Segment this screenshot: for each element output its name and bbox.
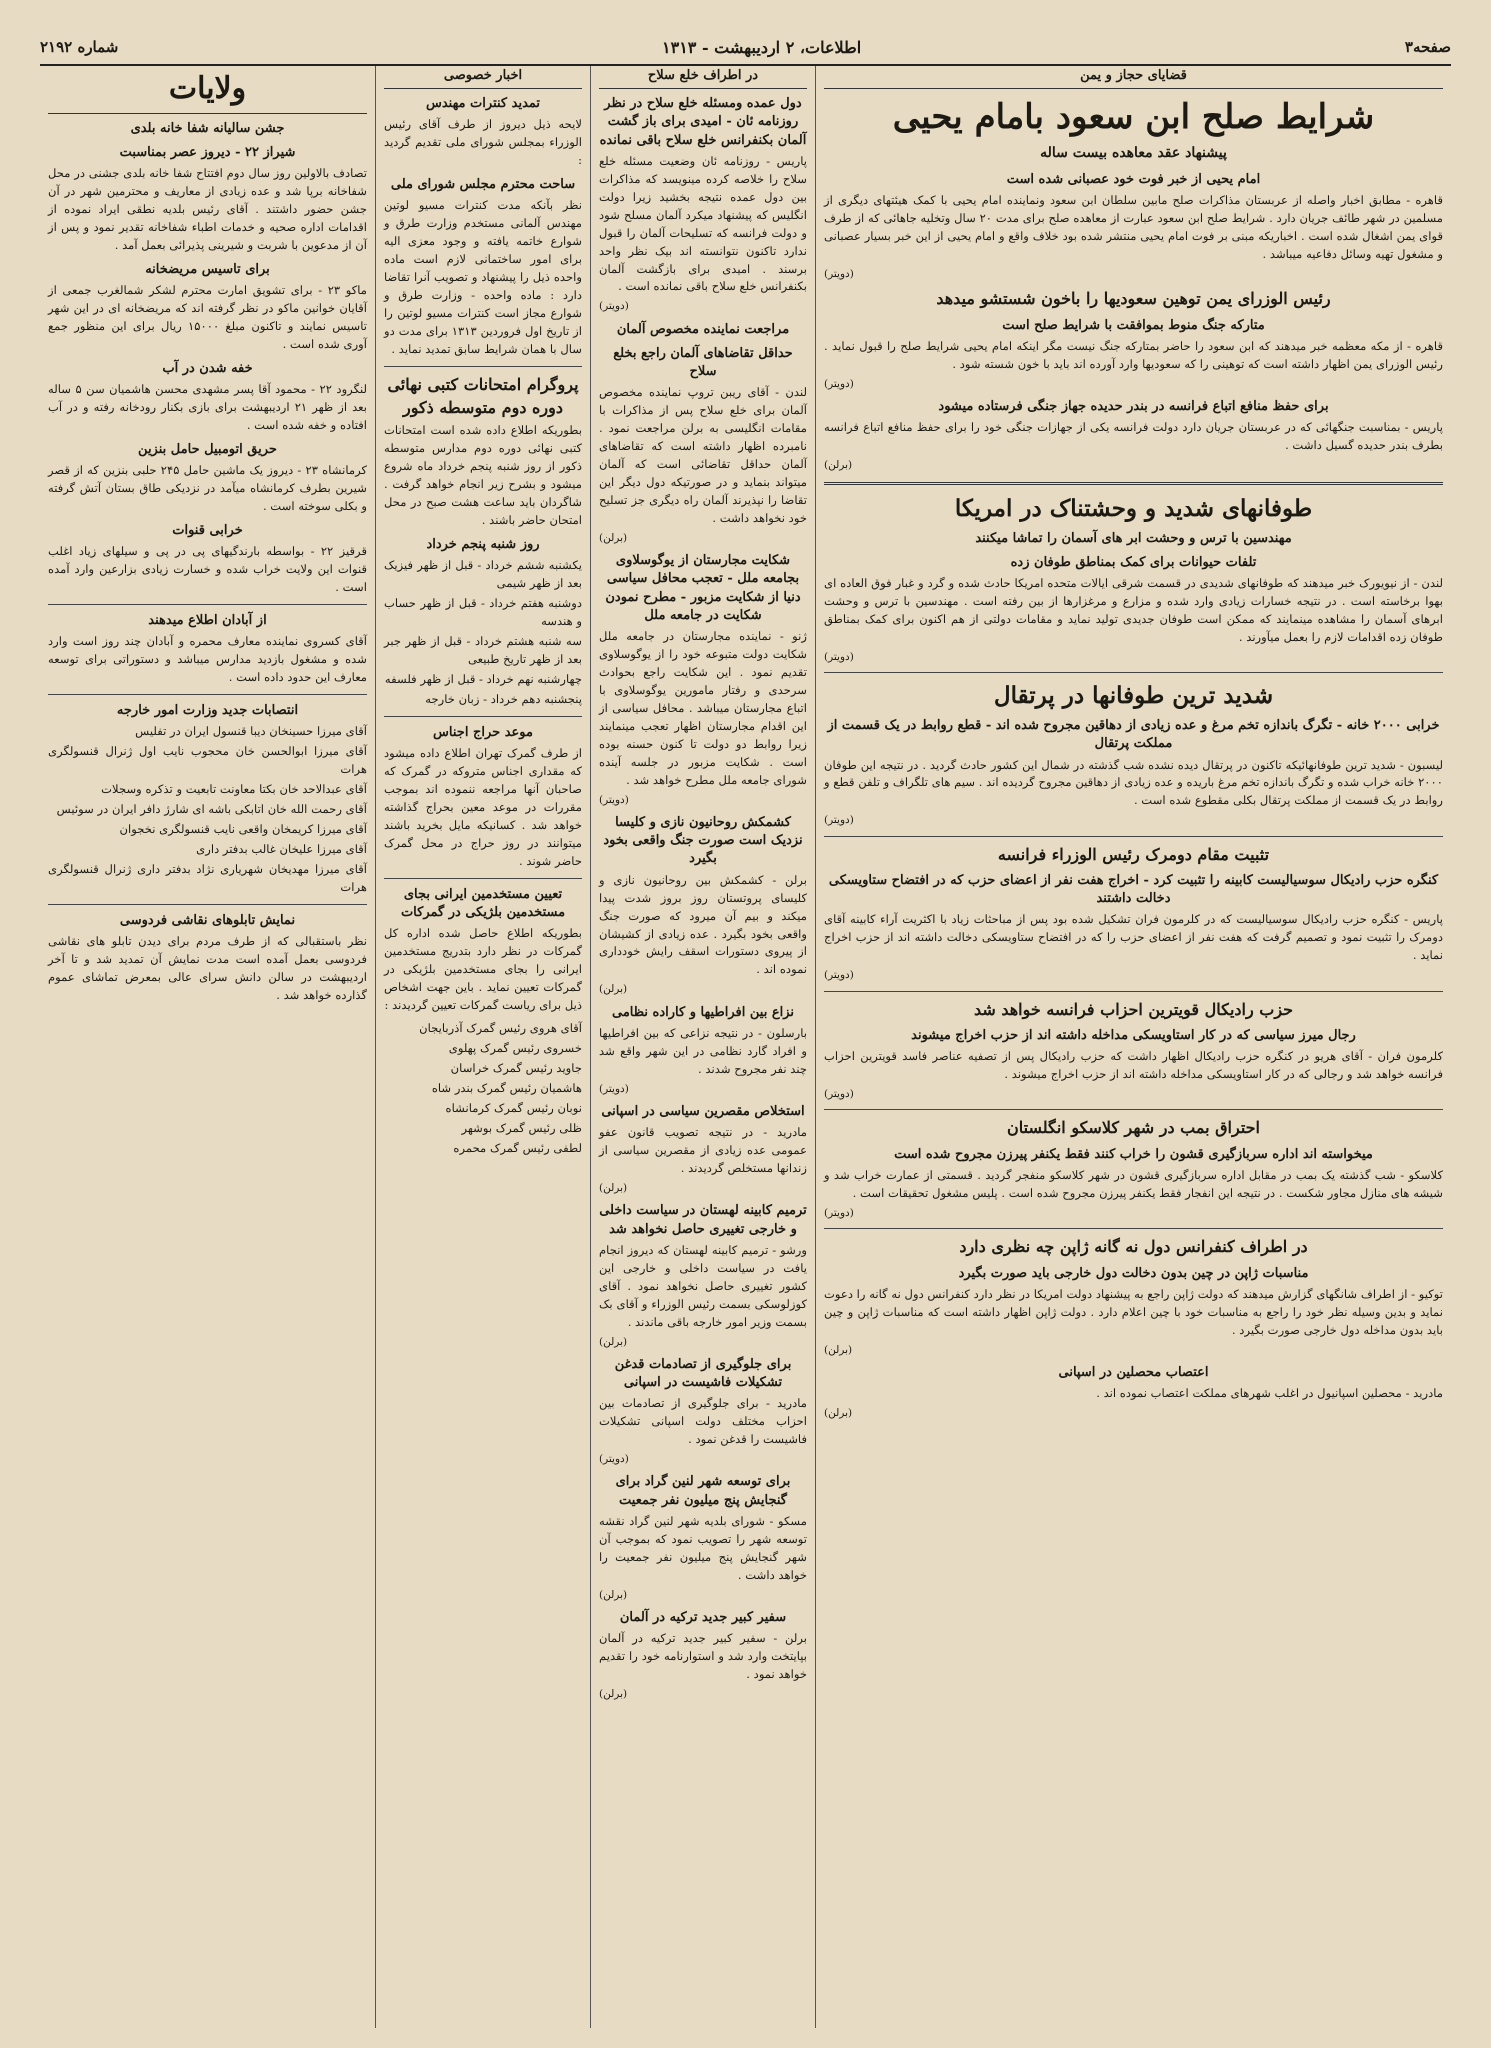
article-heading: استخلاص مقصرین سیاسی در اسپانی [601, 1104, 805, 1120]
article-source: (دویتر) [824, 377, 854, 390]
headline-japan-conference: در اطراف کنفرانس دول نه گانه ژاپن چه نظری دارد [959, 1237, 1308, 1257]
masthead-date: اطلاعات، ۲ اردیبهشت - ۱۳۱۳ [662, 37, 862, 57]
article-body: مادرید - محصلین اسپانیول در اغلب شهرهای مملکت اعتصاب نموده اند . [1096, 1386, 1443, 1401]
article-body: برلن - سفیر کبیر جدید ترکیه در آلمان بپایتخت وارد شد و استوارنامه خود را تقدیم خواهد نمود . [599, 1631, 807, 1682]
schedule-item: دوشنبه هفتم خرداد - قبل از ظهر حساب و هندسه [384, 595, 582, 628]
list-item: لطفی رئیس گمرک محمره [453, 1140, 582, 1155]
list-item: هاشمیان رئیس گمرک بندر شاه [431, 1080, 582, 1095]
article-body: لندن - آقای ریبن تروپ نماینده مخصوص آلمان برای خلع سلاح پس از مذاکرات با مقامات انگلیسی به برلن مراجعت نمود . نامبرده اظهار داشته است که تقاضاهای آلمان حداقل تقاضائی است که آلمان میتواند بنماید و در صورتیکه دول دیگر این تقاضا را نپذیرند آلمان راه دیگری جز تسلیح خود نخواهد داشت . [599, 385, 807, 526]
article-source: (دویتر) [599, 793, 629, 806]
article-dateline: شیراز ۲۲ - دیروز عصر بمناسبت [119, 144, 296, 160]
article-source: (دویتر) [824, 268, 854, 281]
list-item: نوبان رئیس گمرک کرمانشاه [445, 1100, 582, 1115]
article-body: آقای کسروی نماینده معارف محمره و آبادان چند روز است وارد شده و مشغول بازدید مدارس میباشد و دستوراتی برای توسعه معارف این حدود داده است . [48, 634, 367, 685]
article-body: ماکو ۲۳ - برای تشویق امارت محترم لشکر شمالغرب جمعی از آقایان خوانین ماکو در نظر گرفته اند که مریضخانه ای در این شهر تاسیس نمایند و تاکنون مبلغ ۱۵۰۰۰ ریال برای این منظور جمع آوری شده است . [48, 282, 367, 351]
article-heading: دول عمده ومسئله خلع سلاح در نظر روزنامه ئان - امیدی برای باز گشت آلمان بکنفرانس خلع سلاح باقی نمانده [599, 96, 807, 148]
divider [824, 991, 1443, 992]
article-body: بطوریکه اطلاع داده شده است امتحانات کتبی نهائی دوره دوم مدارس متوسطه ذکور از روز شنبه پنجم خرداد ماه شروع میشود و بشرح زیر انجام خواهد گرفت . شاگردان باید ساعت هشت صبح در محل امتحان حاضر باشند . [384, 422, 582, 527]
article-source: (برلن) [824, 459, 853, 472]
schedule-heading: روز شنبه پنجم خرداد [426, 536, 540, 552]
divider [824, 482, 1443, 485]
headline-glasgow-bomb: احتراق بمب در شهر کلاسکو انگلستان [1006, 1118, 1260, 1138]
article-source: (برلن) [599, 1588, 628, 1601]
article-body: مسکو - شورای بلدیه شهر لنین گراد نقشه توسعه شهر را تصویب نمود که بموجب آن شهر گنجایش پنج میلیون نفر جمعیت را خواهد داشت . [599, 1513, 807, 1582]
divider [384, 716, 582, 717]
list-item: آقای میرزا ابوالحسن خان محجوب نایب اول ژنرال قنسولگری هرات [48, 744, 367, 777]
subheadline: کنگره حزب رادیکال سوسیالیست کابینه را تثبیت کرد - اخراج هفت نفر از اعضای حزب که در افتضاح ستاویسکی دخالت داشتند [828, 873, 1439, 907]
article-source: (برلن) [599, 1688, 628, 1701]
article-source: (برلن) [824, 1407, 853, 1420]
list-item: آقای میرزا حسینخان دیبا قنسول ایران در تفلیس [135, 724, 367, 739]
article-body: کلرمون فران - آقای هریو در کنگره حزب رادیکال اظهار داشت که حزب رادیکال پس از تصفیه عناصر فاسد قویترین احزاب فرانسه خواهد شد و رجالی که در کار استاویسکی مداخله داشته اند از حزب اخراج میشوند . [824, 1049, 1443, 1082]
article-body: کلاسکو - شب گذشته یک بمب در مقابل اداره سربازگیری قشون در شهر کلاسکو منفجر گردید . قسمتی از عمارت خراب شد و شیشه های منازل مجاور شکست . در نتیجه این انفجار فقط یکنفر پیرزن مجروح شده است . پلیس مشغول تحقیقات است . [824, 1167, 1443, 1200]
article-source: (دویتر) [824, 1088, 854, 1101]
divider [48, 604, 367, 605]
column-private-news [375, 66, 590, 2028]
article-heading: برای حفظ منافع اتباع فرانسه در بندر حدیده جهاز جنگی فرستاده میشود [938, 399, 1329, 415]
list-item: آقای رحمت الله خان اتابکی باشه ای شارژ دافر ایران در سوئیس [56, 802, 367, 817]
article-source: (دویتر) [599, 1082, 629, 1095]
article-body: از طرف گمرک تهران اطلاع داده میشود که مقداری اجناس متروکه در گمرک که صاحبان آنها مراجعه ننموده اند بموجب مقررات در موعد معین بحراج گذاشته خواهد شد . کسانیکه مایل بخرید باشند میتوانند در روز حراج در محل گمرک حاضر شوند . [384, 745, 582, 868]
article-body: لندن - از نیویورک خبر میدهند که طوفانهای شدیدی در قسمت شرقی ایالات متحده امریکا حادث شده و گرد و غبار فوق العاده ای بهوا برخاسته است . در نتیجه خسارات زیادی وارد شده و مزارع و مرغزارها از بین رفته است . مهندسین با ترس و وحشت ابرهای آسمان را مشاهده مینمایند که ممکن است طوفان جدیدی تولید نماید و مقامات دولتی از هم اکنون برای کمک بمناطق طوفان زده اقدامات لازم را بعمل میآورند . [824, 575, 1444, 644]
divider [384, 366, 582, 367]
list-item: آقای میرزا علیخان غالب بدفتر داری [196, 842, 367, 857]
article-body: بطوریکه اطلاع حاصل شده اداره کل گمرکات در نظر دارد بتدریج مستخدمین ایرانی را بجای مستخدمین بلژیکی در گمرکات تعیین نماید . باین جهت اشخاص ذیل برای ریاست گمرکات تعیین گردیدند : [384, 926, 582, 1012]
divider [824, 1109, 1443, 1110]
headline-hejaz: شرایط صلح ابن سعود بامام یحیی [892, 97, 1375, 138]
article-heading: امام یحیی از خبر فوت خود عصبانی شده است [1006, 172, 1261, 188]
article-heading: تعیین مستخدمین ایرانی بجای مستخدمین بلژیکی در گمرکات [400, 886, 566, 920]
headline-storms-portugal: شدید ترین طوفانها در پرتقال [993, 682, 1274, 710]
column-disarmament [590, 66, 815, 2028]
schedule-item: سه شنبه هشتم خرداد - قبل از ظهر جبر بعد از ظهر تاریخ طبیعی [384, 633, 582, 666]
list-item: آقای هروی رئیس گمرک آذربایجان [419, 1020, 582, 1035]
article-source: (برلن) [599, 1335, 628, 1348]
column-main [815, 66, 1451, 2028]
article-body: پاریس - بمناسبت جنگهائی که در عربستان جریان دارد دولت فرانسه یکی از جهازات جنگی خود را برای حفظ منافع اتباع فرانسه بطرف بندر حدیده گسیل داشت . [824, 420, 1443, 453]
article-body: قاهره - از مکه معظمه خبر میدهند که ابن سعود را حاضر بمتارکه جنگ نیست مگر اینکه امام یحیی شرایط صلح را قبول نماید . رئیس الوزرای یمن اظهار داشته است که توهینی را که سعودیها وارد آورده اند باید با خون شسته شود . [824, 338, 1443, 371]
divider [824, 672, 1443, 673]
article-heading: نزاع بین افراطیها و کاراده نظامی [611, 1004, 795, 1020]
subheadline: مناسبات ژاپن در چین بدون دخالت دول خارجی باید صورت بگیرد [958, 1265, 1309, 1281]
headline-doumergue: تثبیت مقام دومرک رئیس الوزراء فرانسه [997, 844, 1270, 864]
section-kicker: قضایای حجاز و یمن [824, 66, 1443, 89]
article-heading: متارکه جنگ منوط بموافقت با شرایط صلح است [1002, 317, 1265, 333]
article-heading: حریق اتومبیل حامل بنزین [138, 441, 277, 457]
subheadline: میخواسته اند اداره سربازگیری قشون را خراب کنند فقط یکنفر پیرزن مجروح شده است [894, 1146, 1373, 1162]
list-item: آقای میرزا کریمخان واقعی نایب قنسولگری نخجوان [119, 822, 367, 837]
columns [40, 66, 1451, 2028]
subheadline: خرابی ۲۰۰۰ خانه - تگرگ باندازه تخم مرغ و عده زیادی از دهاقین مجروح شده اند - قطع روابط در یک قسمت از مملکت پرتقال [827, 718, 1440, 752]
article-body: قرقیز ۲۲ - بواسطه بارندگیهای پی در پی و سیلهای زیاد اغلب قنوات این ولایت خراب شده و خسارت زیادی بزارعین وارد آمده است . [48, 544, 367, 595]
article-heading: برای توسعه شهر لنین گراد برای گنجایش پنج میلیون نفر جمعیت [615, 1474, 791, 1508]
subheadline: مهندسین با ترس و وحشت ابر های آسمان را تماشا میکنند [975, 530, 1292, 546]
masthead [40, 34, 1451, 66]
article-source: (دویتر) [599, 300, 629, 313]
article-heading: کشمکش روحانیون نازی و کلیسا نزدیک است صورت جنگ واقعی بخود بگیرد [603, 815, 803, 867]
article-heading: انتصابات جدید وزارت امور خارجه [116, 703, 299, 719]
article-heading: از آبادان اطلاع میدهند [148, 613, 267, 629]
issue-number: شماره ۲۱۹۲ [40, 38, 119, 56]
schedule-item: پنجشنبه دهم خرداد - زبان خارجه [425, 691, 582, 706]
article-heading: برای تاسیس مریضخانه [145, 261, 270, 277]
article-heading: ترمیم کابینه لهستان در سیاست داخلی و خارجی تغییری حاصل نخواهد شد [599, 1203, 807, 1237]
divider [824, 836, 1443, 837]
headline-storms-america: طوفانهای شدید و وحشتناک در امریکا [954, 494, 1313, 522]
article-source: (دویتر) [824, 1206, 854, 1219]
section-title-provinces: ولایات [48, 66, 367, 114]
article-source: (دویتر) [824, 969, 854, 982]
headline-radical-party: حزب رادیکال قویترین احزاب فرانسه خواهد شد [973, 999, 1294, 1019]
article-body: پاریس - روزنامه ئان وضعیت مسئله خلع سلاح را خلاصه کرده مینویسد که مذاکرات بین دول عمده نتیجه بخشید زیرا دولت انگلیس که پیشنهاد میکرد آلمان مسلح شود و دولت فرانسه که تسلیحات آلمان را قبول ندارد تاکنون نتوانسته اند بیک نظر واحد برسند . امیدی برای بازگشت آلمان بکنفرانس خلع سلاح باقی نمانده است . [599, 153, 807, 294]
article-body: کرمانشاه ۲۳ - دیروز یک ماشین حامل ۲۴۵ حلبی بنزین که از قصر شیرین بطرف کرمانشاه میآمد در نزدیکی طاق بستان آتش گرفته و بکلی سوخته است . [48, 463, 367, 513]
divider [48, 694, 367, 695]
article-body: ورشو - ترمیم کابینه لهستان که دیروز انجام یافت در سیاست داخلی و خارجی این کشور تغییری حاصل نخواهد نمود . آقای کوزلوسکی بسمت رئیس الوزراء و آقای بک بسمت وزیر امور خارجه باقی ماندند . [599, 1242, 807, 1329]
article-source: (دویتر) [599, 1453, 629, 1466]
subheadline: رجال میرز سیاسی که در کار استاویسکی مداخله داشته اند از حزب اخراج میشوند [911, 1028, 1356, 1043]
article-heading: اعتصاب محصلین در اسپانی [1058, 1364, 1209, 1380]
article-source: (برلن) [599, 983, 628, 996]
divider [384, 878, 582, 879]
article-heading: شکایت مجارستان از یوگوسلاوی بجامعه ملل - تعجب محافل سیاسی دنیا از شکایت مزبور - مطرح نمودن شکایت در جامعه ملل [605, 553, 801, 623]
subheadline: تلفات حیوانات برای کمک بمناطق طوفان زده [1010, 554, 1257, 570]
article-heading: خرابی قنوات [172, 522, 243, 538]
article-heading: مراجعت نماینده مخصوص آلمان [616, 321, 790, 337]
article-source: (برلن) [599, 532, 628, 545]
divider [824, 1228, 1443, 1229]
article-body: مادرید - در نتیجه تصویب قانون عفو عمومی عده زیادی از مقصرین سیاسی از زندانها مستخلص گردیدند . [599, 1125, 807, 1176]
list-item: جاوید رئیس گمرک خراسان [450, 1060, 582, 1075]
article-heading: حداقل تقاضاهای آلمان راجع بخلع سلاح [613, 345, 793, 380]
article-heading: تمدید کنترات مهندس [425, 96, 541, 112]
article-body: لایحه ذیل دیروز از طرف آقای رئیس الوزراء بمجلس شورای ملی تقدیم گردید : [384, 117, 582, 168]
section-kicker: در اطراف خلع سلاح [599, 66, 807, 89]
list-item: ظلی رئیس گمرک بوشهر [461, 1120, 582, 1135]
article-body: توکیو - از اطراف شانگهای گزارش میدهند که دولت ژاپن راجع به پیشنهاد دولت امریکا در نظر دارد کنفرانس دول نه گانه را دعوت نماید و بدین وسیله نظر خود را راجع به مناسبات خود با چین اعلام دارد . دولت ژاپن اظهار داشته است که مناسبات ژاپن و چین باید بدون مداخله دول خارجی صورت بگیرد . [824, 1286, 1443, 1337]
article-body: مادرید - برای جلوگیری از تصادمات بین احزاب مختلف دولت اسپانی تشکیلات فاشیست را قدغن نمود . [599, 1396, 807, 1447]
article-body: بارسلون - در نتیجه نزاعی که بین افراطیها و افراد گارد نظامی در این شهر واقع شد چند نفر مجروح شدند . [599, 1025, 807, 1076]
divider [48, 904, 367, 905]
article-body: لیسبون - شدید ترین طوفانهائیکه تاکنون در پرتقال دیده نشده شب گذشته در شمال این کشور حادث گردید . در نتیجه این طوفان ۲۰۰۰ خانه خراب شده و تگرگ باندازه تخم مرغ باریده و عده زیادی از دهاقین مجروح گردیده اند . سیم های تلگراف و تلفن قطع و روابط در یک قسمت از مملکت پرتقال بکلی مقطوع شده است . [824, 757, 1443, 808]
article-body: پاریس - کنگره حزب رادیکال سوسیالیست که در کلرمون فران تشکیل شده بود پس از مباحثات زیاد با اکثریت آراء کابینه آقای دومرک را تثبیت نمود و تصمیم گرفت که هفت نفر از اعضای حزب را که در افتضاح ستاویسکی دخالت داشته اند از حزب اخراج نماید . [824, 912, 1443, 963]
list-item: آقای میرزا مهدیخان شهریاری نژاد بدفتر داری ژنرال قنسولگری هرات [48, 862, 367, 895]
article-body: لنگرود ۲۲ - محمود آقا پسر مشهدی محسن هاشمیان سن ۵ ساله بعد از ظهر ۲۱ اردیبهشت برای بازی بکنار رودخانه رفته و در آب افتاده و خفه شده است . [48, 381, 368, 432]
article-body: ژنو - نماینده مجارستان در جامعه ملل شکایت دولت متبوعه خود را از یوگوسلاوی تقدیم نمود . این شکایت راجع بحوادث سرحدی و رفتار مامورین یوگوسلاوی با اتباع مجارستان میباشد . محافل سیاسی از این اقدام مجارستان اظهار تعجب مینمایند زیرا روابط دو دولت تا کنون حسنه بوده است . شکایت مزبور در جلسه آینده شورای جامعه ملل مطرح خواهد شد . [599, 629, 807, 787]
article-body: برلن - کشمکش بین روحانیون نازی و کلیسای پروتستان روز بروز شدت پیدا میکند و بیم آن میرود که صورت جنگ واقعی بخود بگیرد . عده زیادی از کشیشان از پیروی دستورات اسقف رایش خودداری نموده اند . [599, 872, 807, 977]
article-body: نظر باستقبالی که از طرف مردم برای دیدن تابلو های نقاشی فردوسی بعمل آمده است مدت نمایش آن تمدید شد و تا آخر اردیبهشت در سالن دانش سرای عالی بمعرض تماشای عموم گذارده خواهد شد . [48, 934, 367, 1003]
article-source: (برلن) [824, 1343, 853, 1356]
column-provinces [40, 66, 375, 2028]
article-heading: نمایش تابلوهای نقاشی فردوسی [119, 913, 296, 929]
article-heading: برای جلوگیری از تصادمات قدغن تشکیلات فاشیست در اسپانی [614, 1356, 792, 1391]
article-source: (برلن) [599, 1182, 628, 1195]
section-kicker: اخبار خصوصی [384, 66, 582, 89]
headline-yemen: رئیس الوزرای یمن توهین سعودیها را باخون شستشو میدهد [936, 289, 1331, 309]
list-item: خسروی رئیس گمرک پهلوی [448, 1040, 582, 1055]
article-heading: سفیر کبیر جدید ترکیه در آلمان [619, 1609, 787, 1625]
article-source: (دویتر) [824, 650, 854, 663]
article-source: (دویتر) [824, 814, 854, 827]
article-body: قاهره - مطابق اخبار واصله از عربستان مذاکرات صلح مابین سلطان ابن سعود ونماینده امام یحیی با کمک هیئتهای دیگری از مسلمین در شهر طائف جریان دارد . شرایط صلح ابن سعود عبارت از معاهده صلح برای مدت ۲۰ سال وتخلیه جاهائی که از طرف قوای یمن اشغال شده است . اخباریکه مبنی بر فوت امام یحیی منتشر شده بود خلاف واقع و امام یحیی از این خبر بسیار عصبانی و مشغول تهیه وسائل دفاعیه میباشد . [824, 193, 1444, 262]
article-body: تصادف بالاولین روز سال دوم افتتاح شفا خانه بلدی جشنی در محل شفاخانه برپا شد و عده زیادی از معاریف و محترمین شهر در آن جشن حضور داشتند . آقای رئیس بلدیه نطقی ایراد نموده از اقدامات اداره صحیه و خدمات اطباء شفاخانه تقدیر نمود و پس از آن از مدعوین با شربت و شیرینی پذیرائی بعمل آمد . [48, 165, 367, 252]
article-heading: موعد حراج اجناس [433, 724, 533, 740]
article-heading: جشن سالیانه شفا خانه بلدی [130, 120, 285, 136]
schedule-item: چهارشنبه نهم خرداد - قبل از ظهر فلسفه [384, 671, 582, 686]
article-heading: خفه شدن در آب [162, 360, 253, 376]
schedule-item: یکشنبه ششم خرداد - قبل از ظهر فیزیک بعد از ظهر شیمی [384, 557, 582, 590]
list-item: آقای عبدالاحد خان بکتا معاونت تابعیت و تذکره وسجلات [101, 782, 367, 797]
page-number: صفحه۳ [1404, 38, 1451, 56]
article-heading: ساحت محترم مجلس شورای ملی [390, 177, 576, 193]
subheadline: پیشنهاد عقد معاهده بیست ساله [1040, 145, 1227, 162]
article-heading: پروگرام امتحانات کتبی نهائی دوره دوم متوسطه ذکور [387, 375, 579, 417]
article-body: نظر بآنکه مدت کنترات مسیو لوتین مهندس آلمانی مستخدم وزارت طرق و شوارع خاتمه یافته و وجود معزی الیه برای امور ساختمانی لازم است ماده واحده ذیل را پیشنهاد و تصویب آنرا تقاضا دارد : ماده واحده - وزارت طرق و شوارع مجاز است کنترات مسیو لوتین را از تاریخ اول فروردین ۱۳۱۳ برای مدت دو سال با همان شرایط سابق تمدید نماید . [384, 198, 582, 357]
